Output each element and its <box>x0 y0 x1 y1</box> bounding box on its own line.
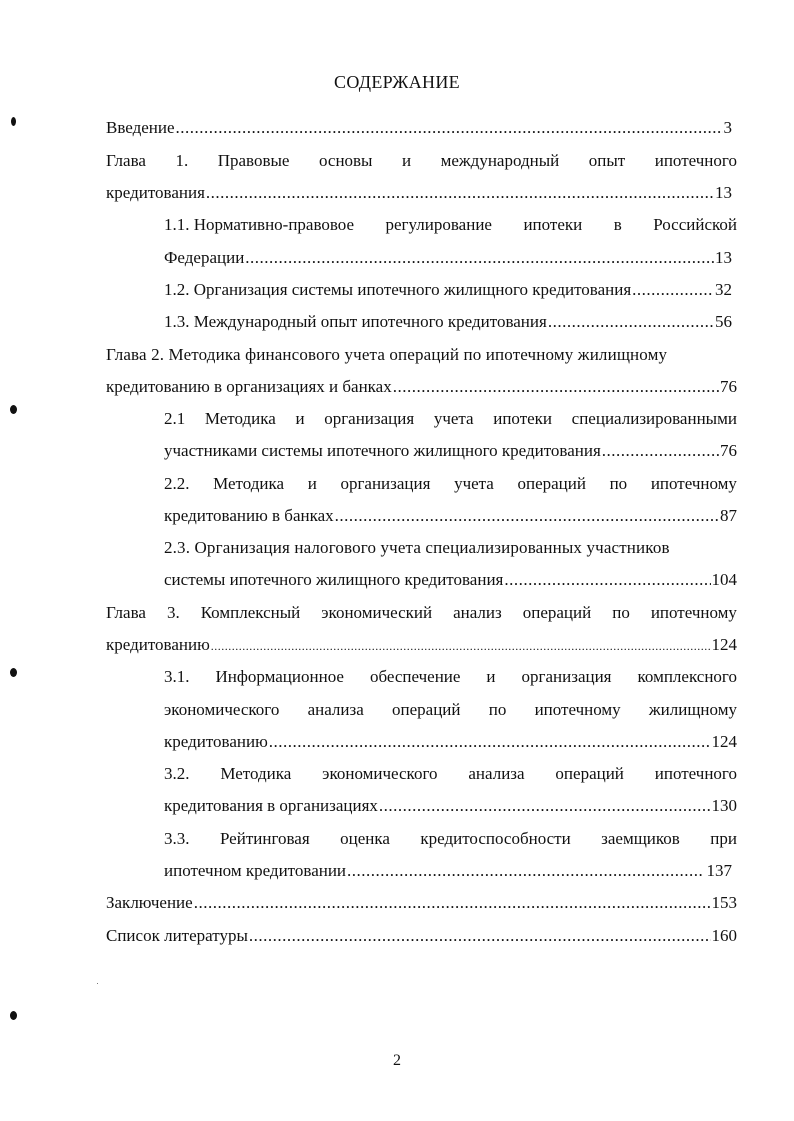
toc-entry-3-1-line2[interactable] <box>164 694 737 726</box>
toc-word: 2.2. <box>164 474 190 493</box>
toc-word: Методика <box>213 474 285 493</box>
toc-entry-1-2[interactable] <box>164 274 732 306</box>
toc-word: ипотеки <box>523 215 583 234</box>
toc-entry-chapter-3-cont[interactable] <box>106 629 737 661</box>
toc-page-number: 13 <box>715 183 732 202</box>
toc-page-number: 32 <box>715 280 732 299</box>
toc-word: анализа <box>307 700 364 719</box>
toc-word: Комплексный <box>200 603 301 622</box>
toc-page-number: 13 <box>715 248 732 267</box>
toc-word: ипотеки <box>493 409 553 428</box>
toc-entry-text: участниками системы ипотечного жилищного кредитования <box>164 441 601 460</box>
toc-word: комплексного <box>637 667 737 686</box>
toc-word: Методика <box>220 764 292 783</box>
toc-page-number: 104 <box>711 570 737 589</box>
toc-word: ипотечному <box>650 603 737 622</box>
toc-page-number: 160 <box>711 926 737 945</box>
toc-word: по <box>609 474 628 493</box>
toc-entry-text: 1.3. Международный опыт ипотечного кредитования <box>164 312 547 331</box>
toc-entry-text: кредитованию в банках <box>164 506 334 525</box>
toc-word: по <box>488 700 507 719</box>
toc-word: основы <box>318 151 373 170</box>
toc-page-number: 153 <box>711 893 737 912</box>
toc-word: экономического <box>322 764 438 783</box>
toc-entry-text: кредитования в организациях <box>164 796 378 815</box>
toc-entry-2-2-cont[interactable] <box>164 500 737 532</box>
toc-word: организация <box>324 409 415 428</box>
toc-word: ипотечного <box>654 764 737 783</box>
toc-page-number: 3 <box>723 118 732 137</box>
toc-leader <box>548 306 714 338</box>
toc-word: Методика <box>204 409 276 428</box>
toc-word: кредитоспособности <box>420 829 571 848</box>
toc-word: операций <box>517 474 586 493</box>
toc-word: экономического <box>164 700 280 719</box>
toc-word: ипотечному <box>534 700 621 719</box>
toc-entry-text: кредитования <box>106 183 205 202</box>
toc-word: анализ <box>453 603 502 622</box>
toc-word: 3.1. <box>164 667 190 686</box>
toc-leader <box>602 435 719 467</box>
toc-entry-chapter-3[interactable] <box>106 597 737 629</box>
toc-word: 3.2. <box>164 764 190 783</box>
toc-leader <box>176 112 723 144</box>
toc-leader <box>335 500 719 532</box>
toc-entry-3-3-cont[interactable] <box>164 855 732 887</box>
toc-entry-3-2-cont[interactable] <box>164 790 737 822</box>
toc-page-number: 124 <box>711 732 737 751</box>
toc-entry-2-1-cont[interactable] <box>164 435 737 467</box>
toc-word: регулирование <box>385 215 492 234</box>
toc-word: специализированными <box>571 409 737 428</box>
toc-page-number: 130 <box>711 796 737 815</box>
toc-word: 2.1 <box>164 409 186 428</box>
toc-page-number: 87 <box>720 506 737 525</box>
toc-word: 3.3. <box>164 829 190 848</box>
toc-entry-2-3-cont[interactable] <box>164 564 737 596</box>
toc-word: ипотечному <box>650 474 737 493</box>
toc-leader <box>347 855 701 887</box>
toc-entry-text: Глава 2. Методика финансового учета операций по ипотечному жилищному <box>106 345 668 364</box>
toc-entry-3-3[interactable] <box>164 823 737 855</box>
toc-word: обеспечение <box>369 667 461 686</box>
toc-word: анализа <box>468 764 525 783</box>
toc-word: 1.1. Нормативно-правовое <box>164 215 355 234</box>
toc-word: в <box>613 215 622 234</box>
toc-entry-text: кредитованию <box>164 732 268 751</box>
toc-entry-3-1[interactable] <box>164 661 737 693</box>
toc-page-number: 56 <box>715 312 732 331</box>
toc-word: учета <box>433 409 474 428</box>
toc-word: опыт <box>588 151 626 170</box>
toc-leader <box>249 920 711 952</box>
toc-page-number: 137 <box>706 861 732 880</box>
toc-entry-text: 2.3. Организация налогового учета специализированных участников <box>164 538 670 557</box>
toc-word: операций <box>555 764 624 783</box>
toc-entry-1-1[interactable] <box>164 209 737 241</box>
toc-word: международный <box>440 151 560 170</box>
toc-entry-text: Федерации <box>164 248 245 267</box>
toc-entry-text: Заключение <box>106 893 193 912</box>
toc-entry-1-3[interactable] <box>164 306 732 338</box>
toc-entry-introduction[interactable] <box>106 112 732 144</box>
toc-entry-2-2[interactable] <box>164 468 737 500</box>
toc-entry-text: 1.2. Организация системы ипотечного жилищного кредитования <box>164 280 632 299</box>
toc-word: и <box>295 409 305 428</box>
scan-speck <box>97 983 98 984</box>
binding-hole-mark <box>10 1011 17 1020</box>
binding-hole-mark <box>11 117 16 126</box>
toc-entry-2-1[interactable] <box>164 403 737 435</box>
toc-leader <box>379 790 711 822</box>
toc-leader <box>393 371 719 403</box>
toc-leader <box>211 630 711 661</box>
toc-word: и <box>307 474 317 493</box>
toc-word: Правовые <box>217 151 290 170</box>
toc-entry-1-1-cont[interactable] <box>164 242 732 274</box>
toc-entry-2-3[interactable] <box>164 532 737 564</box>
toc-word: по <box>612 603 630 622</box>
binding-hole-mark <box>10 405 17 414</box>
toc-entry-chapter-2[interactable] <box>106 339 737 371</box>
toc-word: операций <box>392 700 461 719</box>
toc-word: Глава <box>106 151 146 170</box>
toc-word: экономический <box>321 603 433 622</box>
toc-word: ипотечного <box>654 151 737 170</box>
toc-page-number: 76 <box>720 441 737 460</box>
toc-entry-chapter-2-cont[interactable] <box>106 371 737 403</box>
toc-entry-text: кредитованию в организациях и банках <box>106 377 392 396</box>
toc-entry-chapter-1[interactable] <box>106 145 737 177</box>
toc-entry-text: системы ипотечного жилищного кредитования <box>164 570 504 589</box>
toc-leader <box>269 726 711 758</box>
binding-hole-mark <box>10 668 17 677</box>
toc-word: организация <box>340 474 431 493</box>
toc-word: 3. <box>166 603 180 622</box>
toc-word: при <box>710 829 737 848</box>
toc-page-number: 124 <box>711 635 737 654</box>
toc-word: Информационное <box>215 667 344 686</box>
toc-word: и <box>402 151 412 170</box>
toc-entry-text: ипотечном кредитовании <box>164 861 347 880</box>
toc-word: учета <box>454 474 494 493</box>
toc-entry-conclusion[interactable] <box>106 887 737 919</box>
toc-word: заемщиков <box>601 829 680 848</box>
toc-entry-text: Введение <box>106 118 175 137</box>
toc-entry-3-2[interactable] <box>164 758 737 790</box>
toc-word: организация <box>521 667 612 686</box>
toc-word: и <box>486 667 496 686</box>
toc-word: жилищному <box>648 700 737 719</box>
toc-leader <box>504 564 710 596</box>
toc-leader <box>632 274 714 306</box>
toc-entry-3-1-cont[interactable] <box>164 726 737 758</box>
page-number: 2 <box>393 1052 401 1069</box>
page-title: СОДЕРЖАНИЕ <box>334 72 460 92</box>
toc-page-number: 76 <box>720 377 737 396</box>
toc-word: Глава <box>106 603 146 622</box>
toc-entry-text: Список литературы <box>106 926 248 945</box>
toc-entry-chapter-1-cont[interactable] <box>106 177 732 209</box>
toc-word: 1. <box>175 151 189 170</box>
toc-leader <box>245 242 714 274</box>
toc-word: операций <box>522 603 592 622</box>
toc-leader <box>206 177 714 209</box>
toc-word: Рейтинговая <box>219 829 310 848</box>
toc-word: оценка <box>340 829 390 848</box>
toc-entry-text: кредитованию <box>106 635 210 654</box>
toc-word: Российской <box>653 215 737 234</box>
toc-entry-bibliography[interactable] <box>106 920 737 952</box>
toc-leader <box>194 887 711 919</box>
